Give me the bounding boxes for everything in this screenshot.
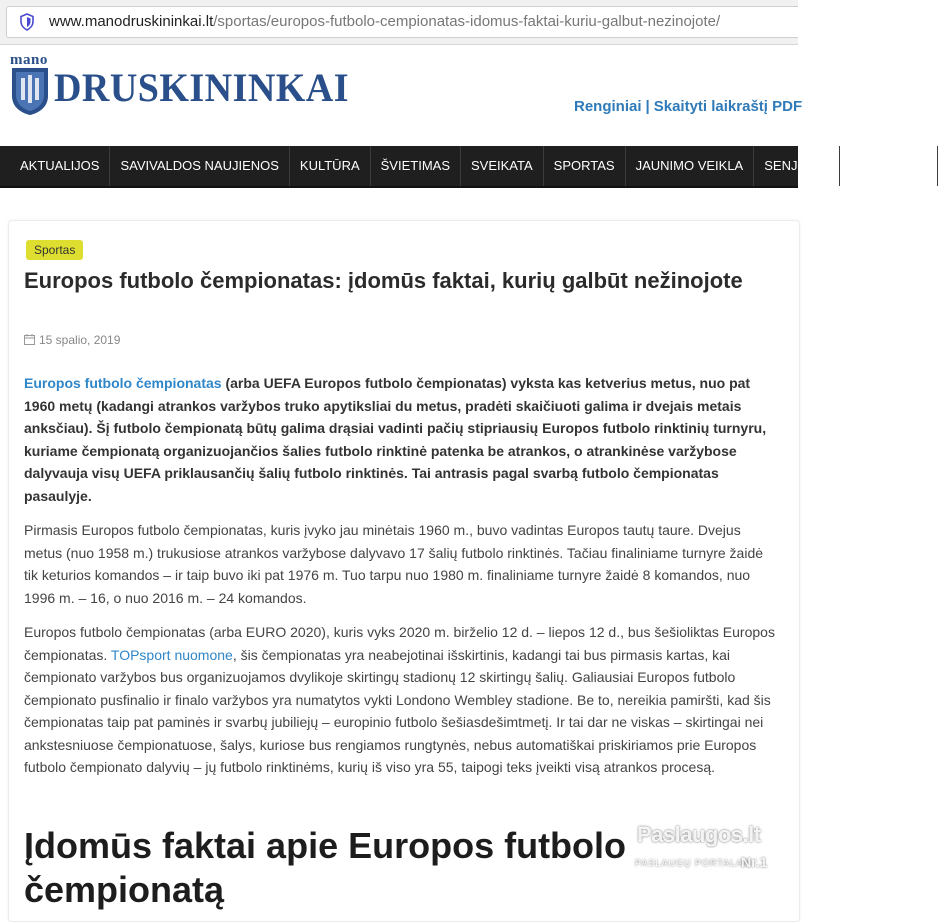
date-text: 15 spalio, 2019 bbox=[39, 333, 121, 347]
article-body bbox=[24, 372, 780, 791]
nav-item-nuomones[interactable]: NUOMONĖS bbox=[840, 146, 938, 186]
crest-icon bbox=[10, 66, 50, 116]
topsport-link[interactable]: TOPsport nuomone bbox=[110, 646, 233, 663]
nav-item-senjorai[interactable]: SENJORAI bbox=[754, 146, 840, 186]
logo-main-text: DRUSKININKAI bbox=[54, 65, 349, 110]
nav-item-sportas[interactable]: SPORTAS bbox=[544, 146, 626, 186]
read-newspaper-pdf-link[interactable]: Skaityti laikraštį PDF bbox=[653, 98, 803, 115]
nav-item-jaunimo-veikla[interactable]: JAUNIMO VEIKLA bbox=[626, 146, 755, 186]
main-navigation bbox=[0, 146, 927, 188]
paragraph-euro2020-end: , šis čempionatas yra neabejotinai išskirtinis, kadangi tai bus pirmasis kartas, kai čempionato varžybos bus organizuojamos dvylikoje skirtingų stadionų 12 skirtingų šalių. Galiausiai Europos futbolo čempionato pusfinalio ir finalo varžybos yra numatytos vykti Londono Wembley stadione. Be to, nereikia pamiršti, kad šis čempionatas taip pat paminės ir svarbų jubiliejų – europinio futbolo šešiasdešimtmetį. Ir tai dar ne viskas – skirtingai nei ankstesniuose čempionatuose, šalys, kuriose bus rengiamos rungtynės, nebus automatiškai priskiriamos prie Europos futbolo čempionato dalyvių – jų futbolo rinktinėms, kurių iš viso yra 55, taipogi teks įveikti visą atrankos procesą. bbox=[24, 646, 771, 775]
address-bar[interactable] bbox=[6, 6, 798, 38]
article-date bbox=[24, 333, 120, 347]
link-separator: | bbox=[645, 98, 650, 115]
url-text bbox=[49, 13, 720, 30]
url-path: /sportas/europos-futbolo-cempionatas-idomus-faktai-kuriu-galbut-nezinojote/ bbox=[213, 13, 721, 30]
lead-paragraph bbox=[24, 372, 780, 507]
watermark-badge: Nr.1 bbox=[741, 854, 768, 870]
nav-item-kultura[interactable]: KULTŪRA bbox=[290, 146, 371, 186]
watermark-brand: Paslaugos.lt bbox=[637, 822, 761, 847]
nav-item-svietimas[interactable]: ŠVIETIMAS bbox=[371, 146, 461, 186]
nav-item-aktualijos[interactable]: AKTUALIJOS bbox=[10, 146, 110, 186]
paragraph-history: Pirmasis Europos futbolo čempionatas, kuris įvyko jau minėtais 1960 m., buvo vadintas Europos tautų taure. Dvejus metus (nuo 1958 m.) trukusiose atrankos varžybose dalyvavo 17 šalių futbolo rinktinės. Tačiau finaliniame turnyre žaidė tik keturios komandos – ir taip buvo iki pat 1976 m. Tuo tarpu nuo 1980 m. finaliniame turnyre žaidė 8 komandos, nuo 1996 m. – 16, o nuo 2016 m. – 24 komandos. bbox=[24, 522, 764, 606]
url-domain: www.manodruskininkai.lt bbox=[49, 13, 214, 30]
logo-small-text: mano bbox=[10, 52, 48, 68]
events-link[interactable]: Renginiai bbox=[574, 98, 642, 115]
section-heading: Įdomūs faktai apie Europos futbolo čempionatą bbox=[24, 825, 627, 910]
nav-item-sveikata[interactable]: SVEIKATA bbox=[461, 146, 544, 186]
browser-toolbar bbox=[0, 0, 798, 45]
category-badge[interactable]: Sportas bbox=[26, 240, 83, 260]
article-title: Europos futbolo čempionatas: įdomūs faktai, kurių galbūt nežinojote bbox=[24, 268, 743, 293]
watermark-logo bbox=[633, 820, 773, 882]
site-logo[interactable] bbox=[10, 52, 349, 118]
lead-text: (arba UEFA Europos futbolo čempionatas) vyksta kas ketverius metus, nuo pat 1960 metų (kadangi atrankos varžybos truko apytiksliai du metus, pradėti skaičiuoti galima ir dvejais metais anksčiau). Šį futbolo čempionatą būtų galima drąsiai vadinti pačių stipriausių Europos futbolo rinktinių turnyru, kuriame čempionatą organizuojančios šalies futbolo rinktinė patenka be atrankos, o atrankinėse varžybose dalyvauja visų UEFA priklausančių šalių futbolo rinktinės. Tai antrasis pagal svarbą futbolo čempionatas pasaulyje. bbox=[24, 375, 767, 504]
shield-icon[interactable] bbox=[19, 13, 35, 31]
euro-championship-link[interactable]: Europos futbolo čempionatas bbox=[24, 375, 222, 391]
watermark-tagline: PASLAUGŲ PORTALAS bbox=[635, 858, 751, 868]
paragraph-euro2020 bbox=[24, 621, 780, 779]
nav-item-savivaldos-naujienos[interactable]: SAVIVALDOS NAUJIENOS bbox=[110, 146, 289, 186]
header-links bbox=[574, 98, 802, 115]
calendar-icon bbox=[24, 334, 35, 345]
paragraph-euro2020-start: Europos futbolo čempionatas (arba EURO 2020), kuris vyks 2020 m. birželio 12 d. – liepos 12 d., bus šešioliktas Europos čempionatas. bbox=[24, 624, 775, 663]
